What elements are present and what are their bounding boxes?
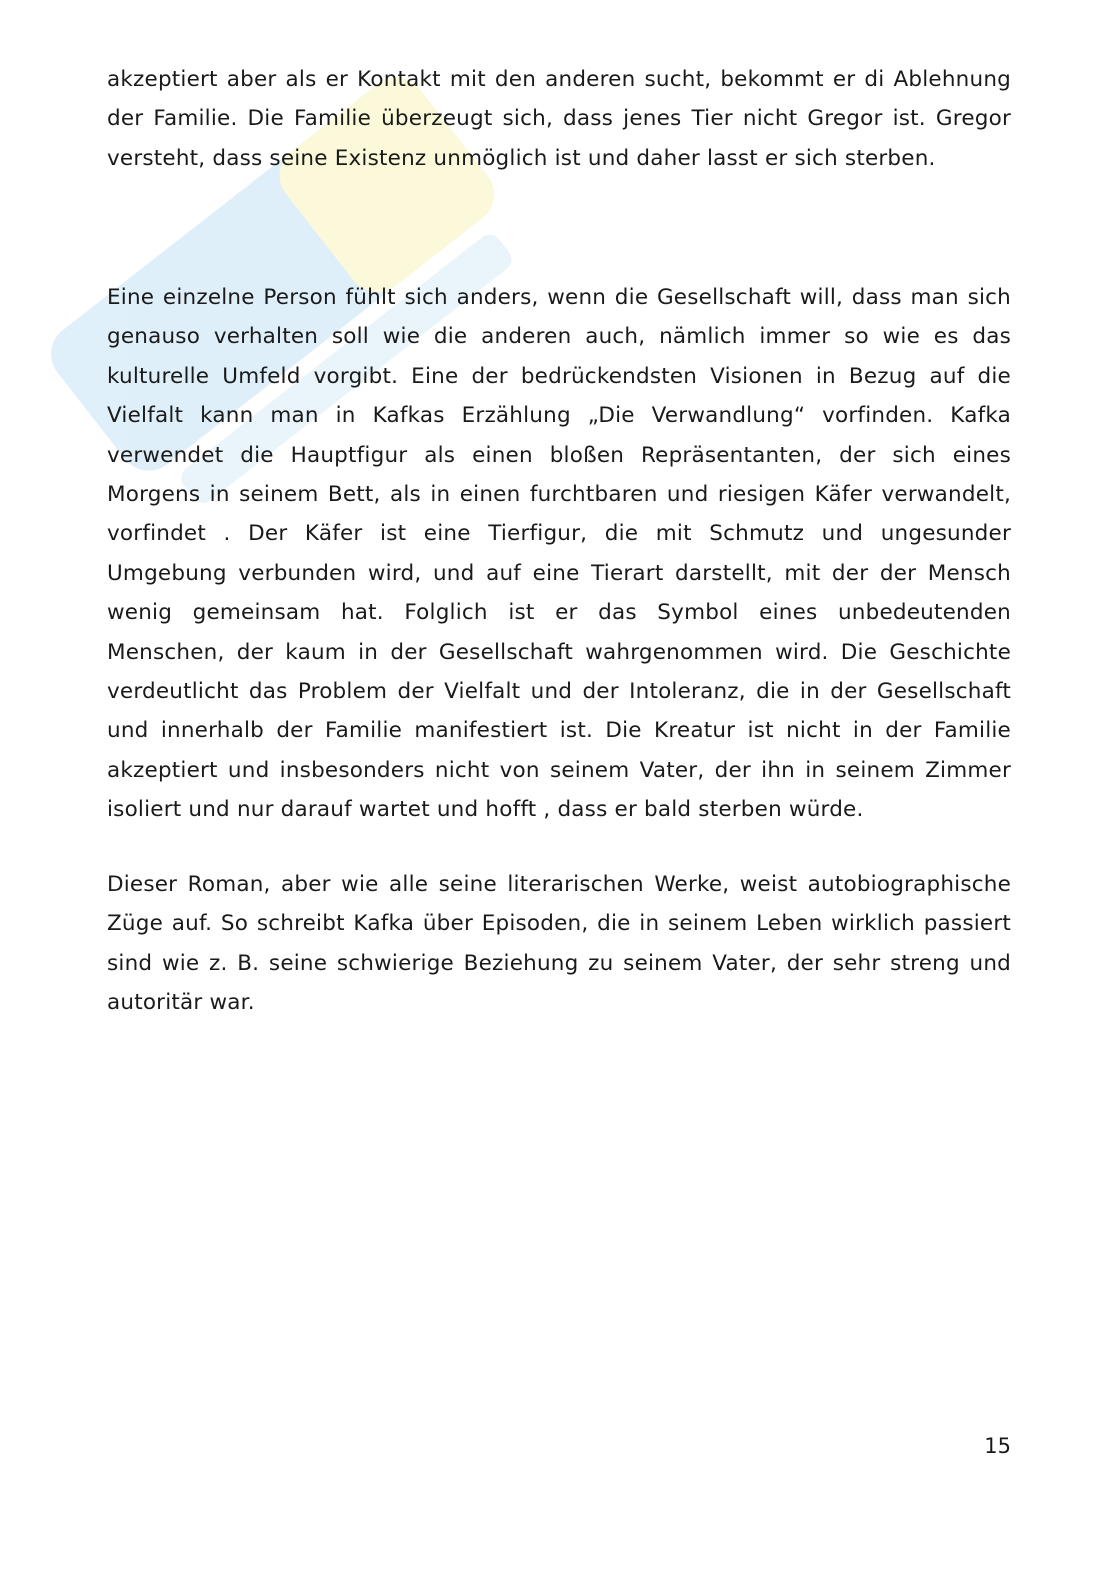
paragraph-2: Eine einzelne Person fühlt sich anders, wenn die Gesellschaft will, dass man sich genauso verhalten soll wie die anderen auch, nämlich immer so wie es das kulturelle Umfeld vorgibt. Eine der bedrückendsten Visionen in Bezug auf die Vielfalt kann man in Kafkas Erzählung „Die Verwandlung“ vorfinden. Kafka verwendet die Hauptfigur als einen bloßen Repräsentanten, der sich eines Morgens in seinem Bett, als in einen furchtbaren und riesigen Käfer verwandelt, vorfindet . Der Käfer ist eine Tierfigur, die mit Schmutz und ungesunder Umgebung verbunden wird, und auf eine Tierart darstellt, mit der der Mensch wenig gemeinsam hat. Folglich ist er das Symbol eines unbedeutenden Menschen, der kaum in der Gesellschaft wahrgenommen wird. Die Geschichte verdeutlicht das Problem der Vielfalt und der Intoleranz, die in der Gesellschaft und innerhalb der Familie manifestiert ist. Die Kreatur ist nicht in der Familie akzeptiert und insbesonders nicht von seinem Vater, der ihn in seinem Zimmer isoliert und nur darauf wartet und hofft , dass er bald sterben würde. bbox=[107, 285, 1011, 823]
paragraph-1: akzeptiert aber als er Kontakt mit den anderen sucht, bekommt er di Ablehnung der Familie. Die Familie überzeugt sich, dass jenes Tier nicht Gregor ist. Gregor versteht, dass seine Existenz unmöglich ist und daher lasst er sich sterben. bbox=[107, 67, 1011, 171]
paragraph-3: Dieser Roman, aber wie alle seine literarischen Werke, weist autobiographische Züge auf. So schreibt Kafka über Episoden, die in seinem Leben wirklich passiert sind wie z. B. seine schwierige Beziehung zu seinem Vater, der sehr streng und autoritär war. bbox=[107, 872, 1011, 1016]
page-number: 15 bbox=[984, 1434, 1011, 1458]
